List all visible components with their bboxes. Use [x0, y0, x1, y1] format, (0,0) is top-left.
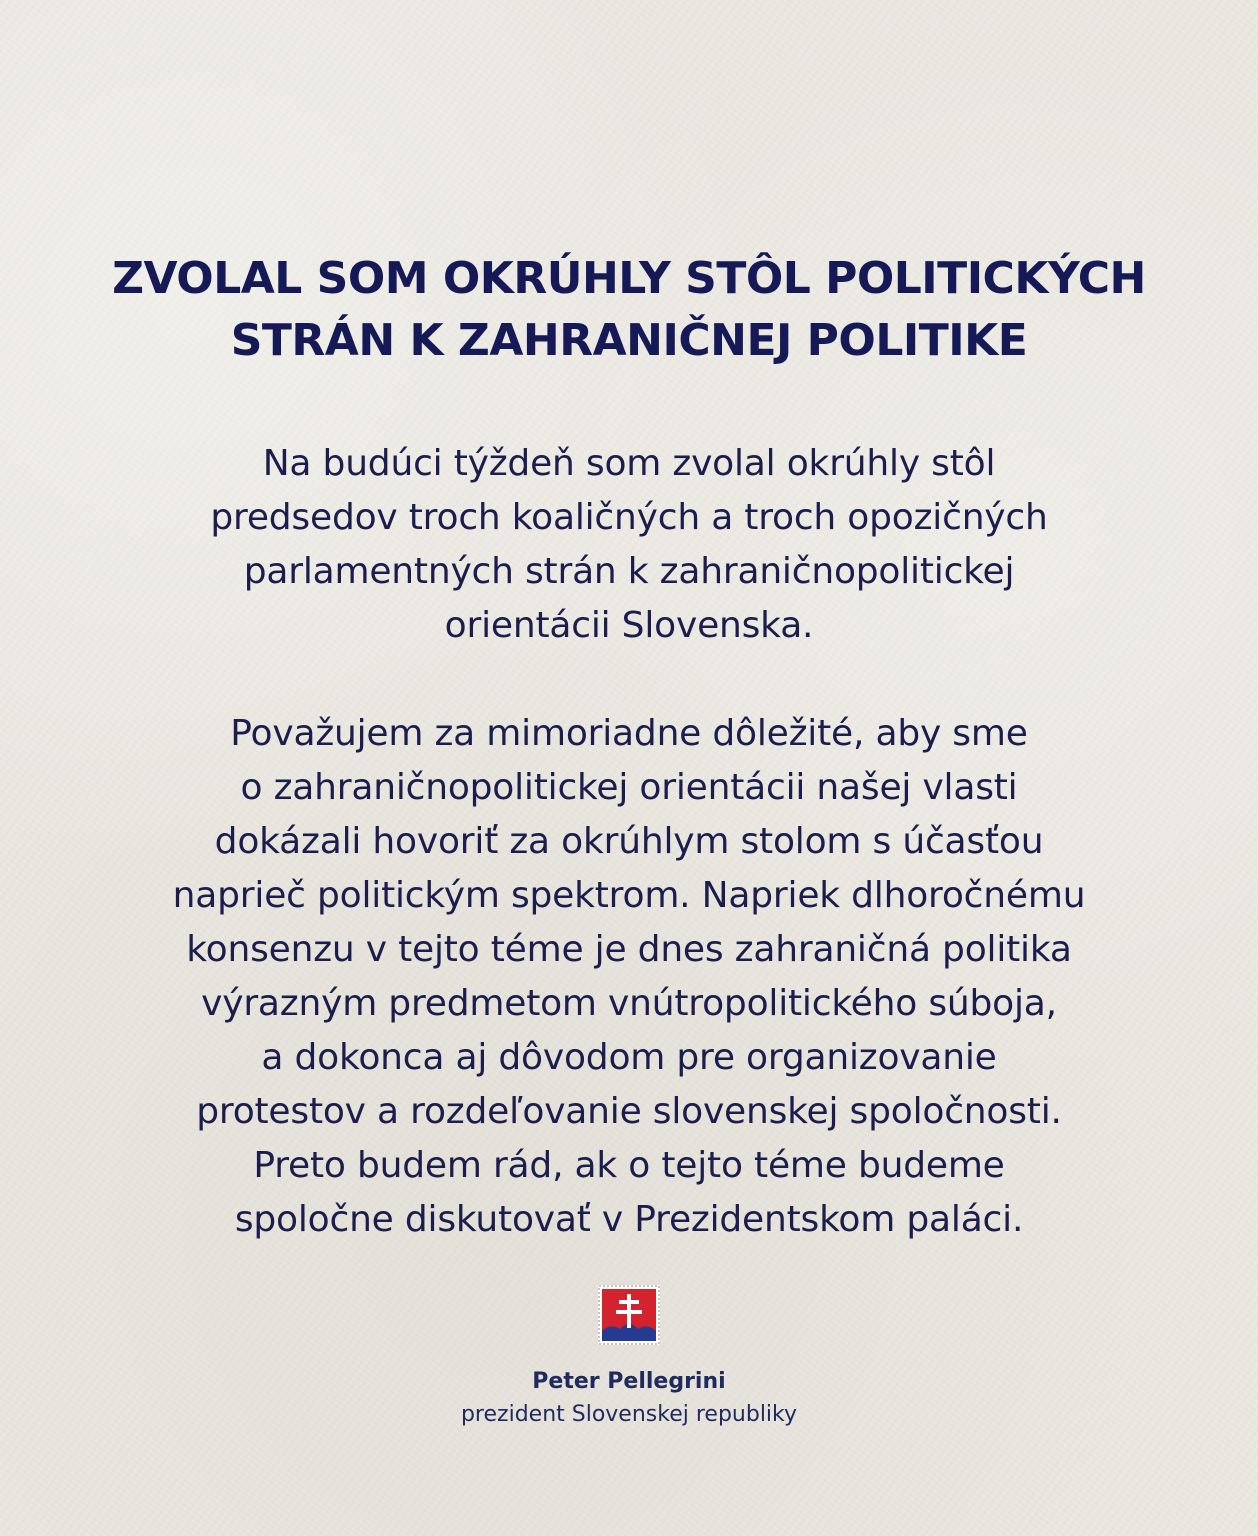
paragraph-line: dokázali hovoriť za okrúhlym stolom s účasťou	[214, 821, 1044, 862]
paragraph-line: Preto budem rád, ak o tejto téme budeme	[253, 1145, 1005, 1186]
paragraph-line: výrazným predmetom vnútropolitického súboja,	[201, 983, 1057, 1024]
title-line: ZVOLAL SOM OKRÚHLY STÔL POLITICKÝCH	[112, 253, 1146, 304]
paragraph-line: a dokonca aj dôvodom pre organizovanie	[261, 1037, 997, 1078]
signature-name: Peter Pellegrini	[532, 1369, 726, 1394]
signature-role: prezident Slovenskej republiky	[460, 1402, 798, 1427]
title-line: STRÁN K ZAHRANIČNEJ POLITIKE	[230, 315, 1028, 366]
paragraph-line: naprieč politickým spektrom. Napriek dlhoročnému	[172, 875, 1086, 916]
body-paragraph	[80, 707, 1178, 1247]
paragraph-line: spoločne diskutovať v Prezidentskom paláci.	[234, 1199, 1024, 1240]
paragraph-line: protestov a rozdeľovanie slovenskej spoločnosti.	[196, 1091, 1062, 1132]
intro-paragraph	[80, 437, 1178, 653]
slovak-coat-of-arms-icon	[598, 1285, 660, 1345]
paragraph-line: Na budúci týždeň som zvolal okrúhly stôl	[262, 443, 996, 484]
signature-block	[330, 1365, 928, 1431]
paragraph-line: predsedov troch koaličných a troch opozičných	[210, 497, 1048, 538]
paragraph-line: Považujem za mimoriadne dôležité, aby sme	[230, 713, 1028, 754]
page-title	[60, 248, 1198, 372]
paragraph-line: konsenzu v tejto téme je dnes zahraničná politika	[186, 929, 1072, 970]
paragraph-line: parlamentných strán k zahraničnopolitickej	[243, 551, 1015, 592]
paragraph-line: orientácii Slovenska.	[444, 605, 814, 646]
paragraph-line: o zahraničnopolitickej orientácii našej vlasti	[240, 767, 1018, 808]
